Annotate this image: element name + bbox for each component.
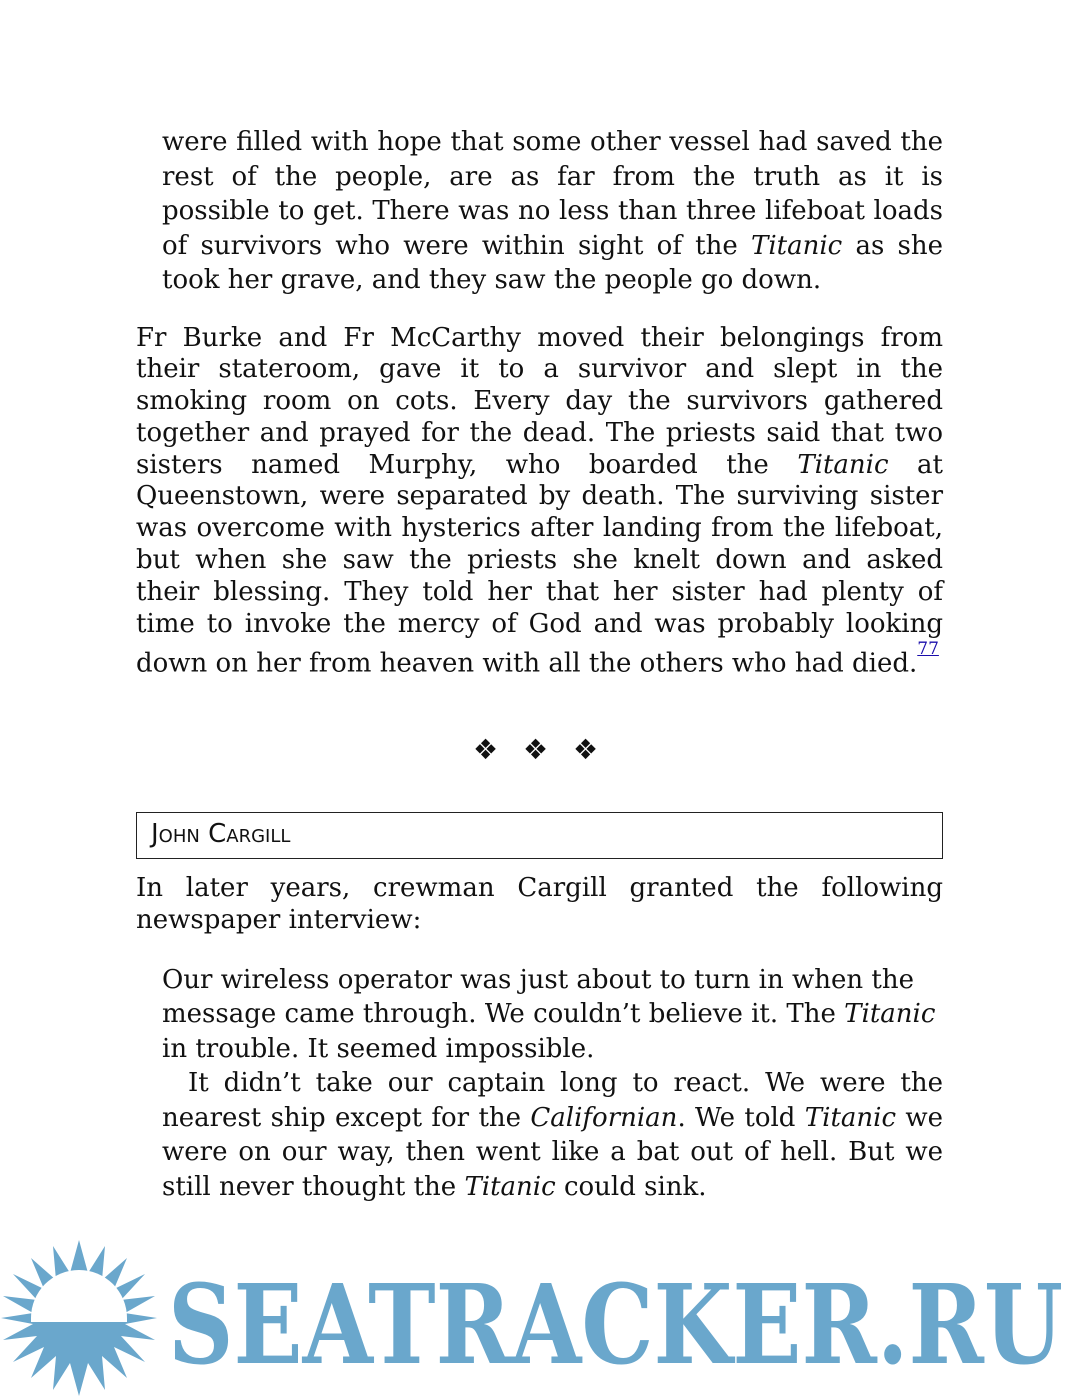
block-quote-top [162,125,943,298]
seatracker-watermark [0,1238,1080,1397]
quote-paragraph-2: It didn’t take our captain long to react. We were the nearest ship except for the Californian. We told Titanic we were on our way, then went like a bat out of hell. But we still never thought the Titanic could sink. [162,1068,944,1202]
section-ornament: ❖ ❖ ❖ [472,732,607,766]
sun-logo-icon [1,1240,157,1396]
footnote-link[interactable]: 77 [917,639,939,660]
paragraph-intro: In later years, crewman Cargill granted the following newspaper interview: [136,872,943,935]
section-heading-box [136,812,943,859]
section-title: John Cargill [151,818,291,849]
page-content [136,125,943,1204]
paragraph-priests: Fr Burke and Fr McCarthy moved their belongings from their stateroom, gave it to a survivor and slept in the smoking room on cots. Every day the survivors gathered together and prayed for the dead. The priests said that two sisters named Murphy, who boarded the Titanic at Queenstown, were separated by death. The surviving sister was overcome with hysterics after landing from the lifeboat, but when she saw the priests she knelt down and asked their blessing. They told her that her sister had plenty of time to invoke the mercy of God and was probably looking down on her from heaven with all the others who had died.$^{^{77}}$ [136,322,943,680]
watermark-text: SEATRACKER.RU [168,1260,1063,1389]
quote-paragraph-1: Our wireless operator was just about to turn in when the message came through. We couldn’t believe it. The Titanic in trouble. It seemed impossible. [162,964,936,1064]
quote-paragraph: were filled with hope that some other vessel had saved the rest of the people, are as far from the truth as it is possible to get. There was no less than three lifeboat loads of survivors who were within sight of the Titanic as she took her grave, and they saw the people go down. [162,127,943,295]
block-quote-cargill [162,963,943,1205]
